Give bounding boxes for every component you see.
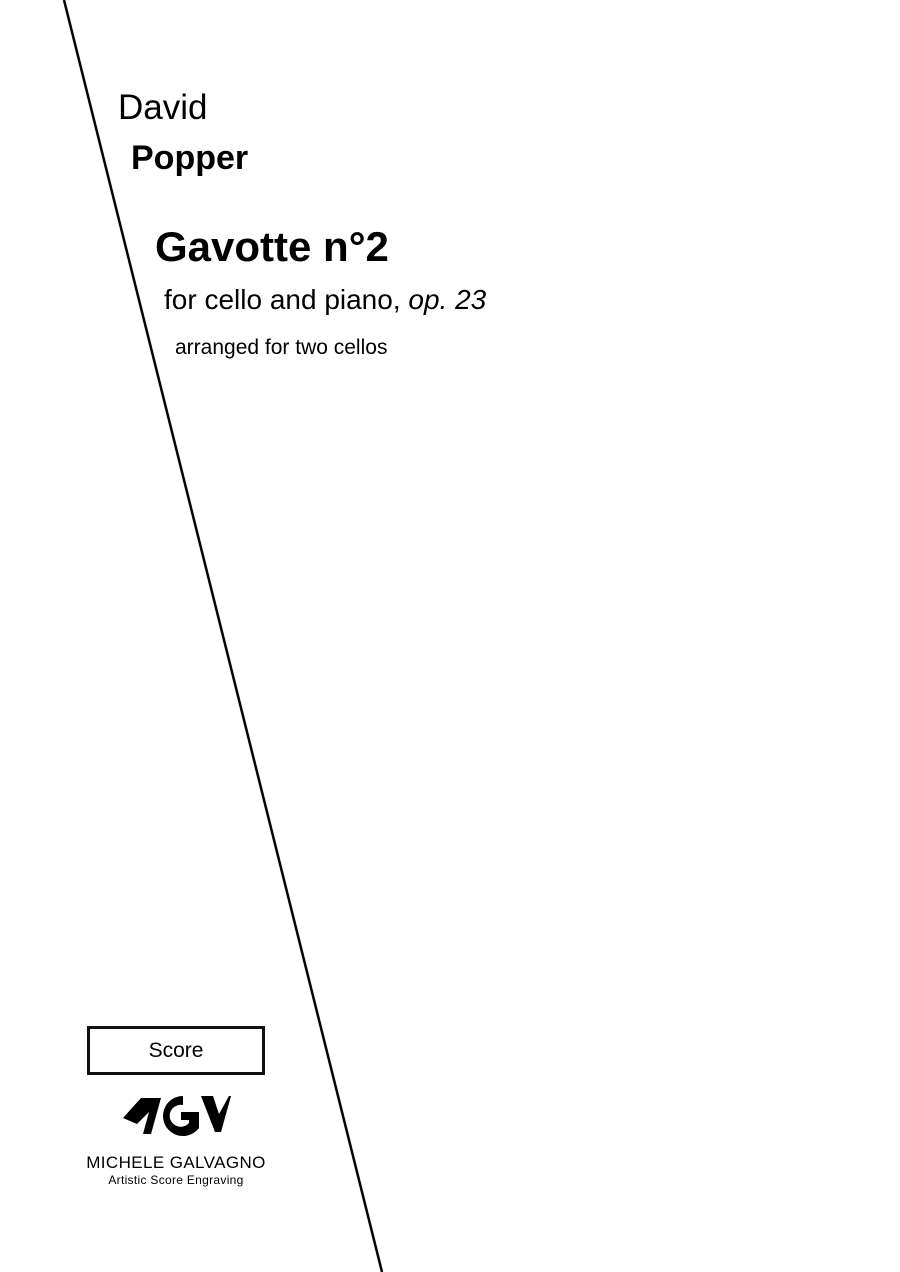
work-title: Gavotte n°2 [155, 223, 389, 270]
work-subtitle [164, 286, 486, 314]
composer-first-name: David [118, 88, 208, 127]
mgv-logo-icon [121, 1092, 231, 1136]
composer-last-name: Popper [131, 139, 249, 177]
opus-number: op. 23 [408, 284, 487, 315]
subtitle-instrumentation: for cello and piano, [164, 284, 401, 315]
publisher-name: MICHELE GALVAGNO [86, 1153, 266, 1172]
edition-label-box [87, 1026, 265, 1075]
edition-label: Score [148, 1038, 204, 1062]
publisher-tagline: Artistic Score Engraving [108, 1173, 244, 1187]
arrangement-note: arranged for two cellos [175, 336, 388, 359]
